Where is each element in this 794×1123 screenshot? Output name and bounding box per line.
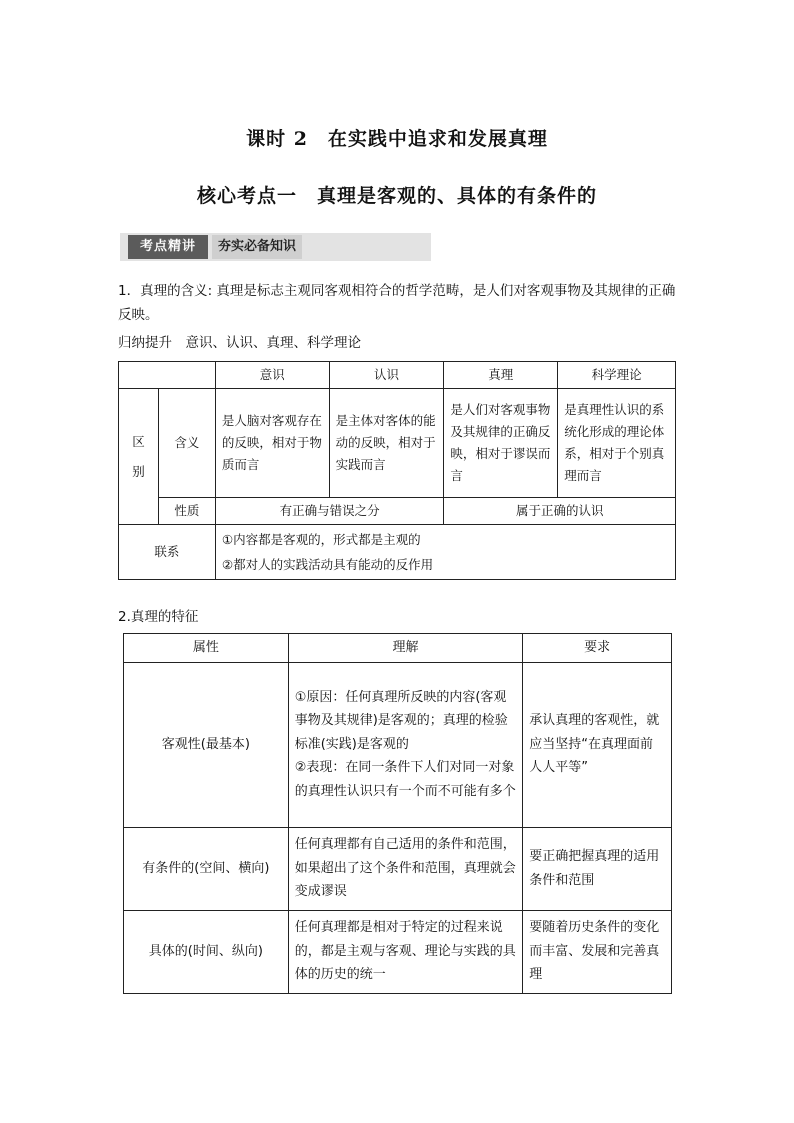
requirement-cell: 承认真理的客观性，就应当坚持“在真理面前人人平等” [523,662,672,827]
attr-cell: 客观性(最基本) [124,662,289,827]
diff-label: 区 别 [119,389,159,525]
meaning-label: 含义 [158,389,215,498]
requirement-cell: 要随着历史条件的变化而丰富、发展和完善真理 [523,910,672,993]
tag-dark: 考点精讲 [128,235,208,259]
link-label: 联系 [119,525,216,580]
point1-summary: 归纳提升 意识、认识、真理、科学理论 [118,335,361,351]
meaning-cell: 是真理性认识的系统化形成的理论体系，相对于个别真理而言 [558,389,676,498]
table2-header: 属性 [124,634,289,663]
understanding-cell: 任何真理都是相对于特定的过程来说的，都是主观与客观、理论与实践的具体的历史的统一 [288,910,523,993]
meaning-cell: 是主体对客体的能动的反映，相对于实践而言 [329,389,444,498]
meaning-cell: 是人们对客观事物及其规律的正确反映，相对于谬误而言 [444,389,558,498]
link-cell [215,525,675,580]
link-item: ①内容都是客观的，形式都是主观的 [221,532,421,547]
point1-text: 1．真理的含义: 真理是标志主观同客观相符合的哲学范畴，是人们对客观事物及其规律的正确反映。 [118,283,676,323]
link-item: ②都对人的实践活动具有能动的反作用 [221,557,434,572]
understanding-cell: 任何真理都有自己适用的条件和范围，如果超出了这个条件和范围，真理就会变成谬误 [288,827,523,910]
lesson-title: 课时 2 在实践中追求和发展真理 [246,128,548,150]
table1-header: 意识 [215,362,329,389]
tag-light: 夯实必备知识 [212,235,302,259]
attr-cell: 具体的(时间、纵向) [124,910,289,993]
meaning-cell: 是人脑对客观存在的反映，相对于物质而言 [215,389,329,498]
table1-header: 科学理论 [558,362,676,389]
requirement-cell: 要正确把握真理的适用条件和范围 [523,827,672,910]
nature-label: 性质 [158,498,215,525]
section-tag-bar [120,233,431,261]
section-title: 核心考点一 真理是客观的、具体的有条件的 [196,185,597,207]
table1-corner [119,362,216,389]
table2-header: 要求 [523,634,672,663]
nature-right: 属于正确的认识 [444,498,676,525]
nature-left: 有正确与错误之分 [215,498,444,525]
table1-header: 真理 [444,362,558,389]
understanding-cell: ①原因：任何真理所反映的内容(客观事物及其规律)是客观的；真理的检验标准(实践)是客观的 ②表现：在同一条件下人们对同一对象的真理性认识只有一个而不可能有多个 [288,662,523,827]
table1-header: 认识 [329,362,444,389]
point2-text: 2.真理的特征 [118,609,199,625]
attr-cell: 有条件的(空间、横向) [124,827,289,910]
truth-features-table [123,633,672,994]
table2-header: 理解 [288,634,523,663]
comparison-table [118,361,676,580]
